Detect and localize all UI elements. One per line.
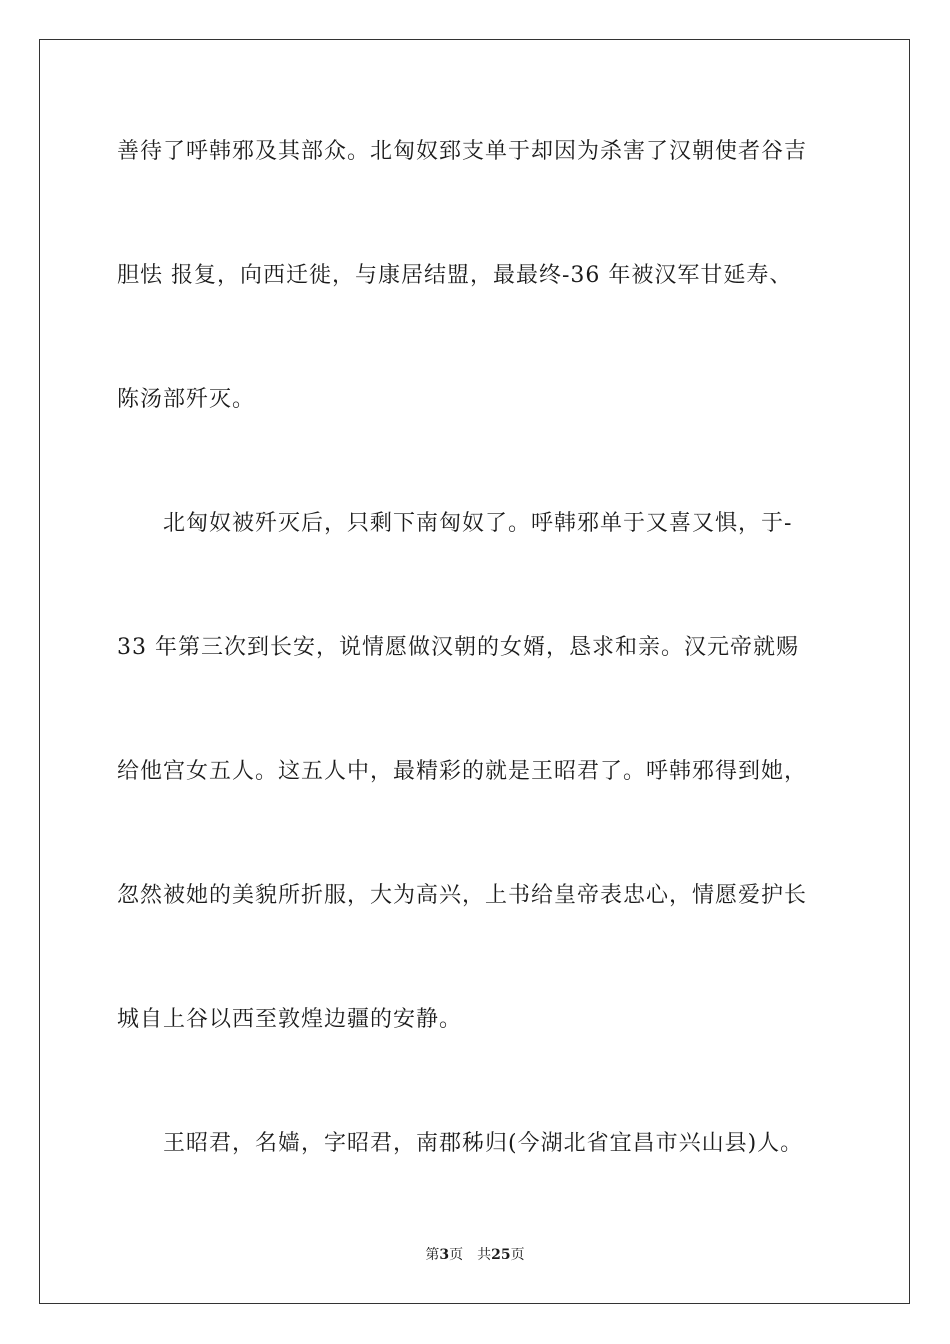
page-border: [39, 39, 910, 1304]
paragraph-2-line-5: 城自上谷以西至敦煌边疆的安静。: [117, 1007, 463, 1032]
paragraph-1-line-2: 胆怯 报复，向西迁徙，与康居结盟，最最终-36 年被汉军甘延寿、: [117, 263, 793, 288]
page-suffix: 页: [449, 1247, 464, 1263]
page-number: 3: [439, 1247, 450, 1263]
paragraph-2-line-4: 忽然被她的美貌所折服，大为高兴，上书给皇帝表忠心，情愿爱护长: [117, 883, 808, 908]
paragraph-2-line-3: 给他宫女五人。这五人中，最精彩的就是王昭君了。呼韩邪得到她，: [117, 759, 808, 784]
paragraph-2-line-2: 33 年第三次到长安，说情愿做汉朝的女婿，恳求和亲。汉元帝就赐: [117, 635, 799, 660]
total-suffix: 页: [510, 1247, 525, 1263]
paragraph-3-line-1: 王昭君，名嫱，字昭君，南郡秭归(今湖北省宜昌市兴山县)人。: [163, 1131, 804, 1156]
paragraph-1-line-3: 陈汤部歼灭。: [117, 387, 256, 412]
page-footer: [0, 1246, 950, 1264]
paragraph-2-line-1: 北匈奴被歼灭后，只剩下南匈奴了。呼韩邪单于又喜又惧，于-: [163, 511, 793, 536]
total-pages: 25: [491, 1247, 511, 1263]
paragraph-1-line-1: 善待了呼韩邪及其部众。北匈奴郅支单于却因为杀害了汉朝使者谷吉: [117, 139, 808, 164]
page-prefix: 第: [425, 1247, 440, 1263]
total-prefix: 共: [477, 1247, 492, 1263]
